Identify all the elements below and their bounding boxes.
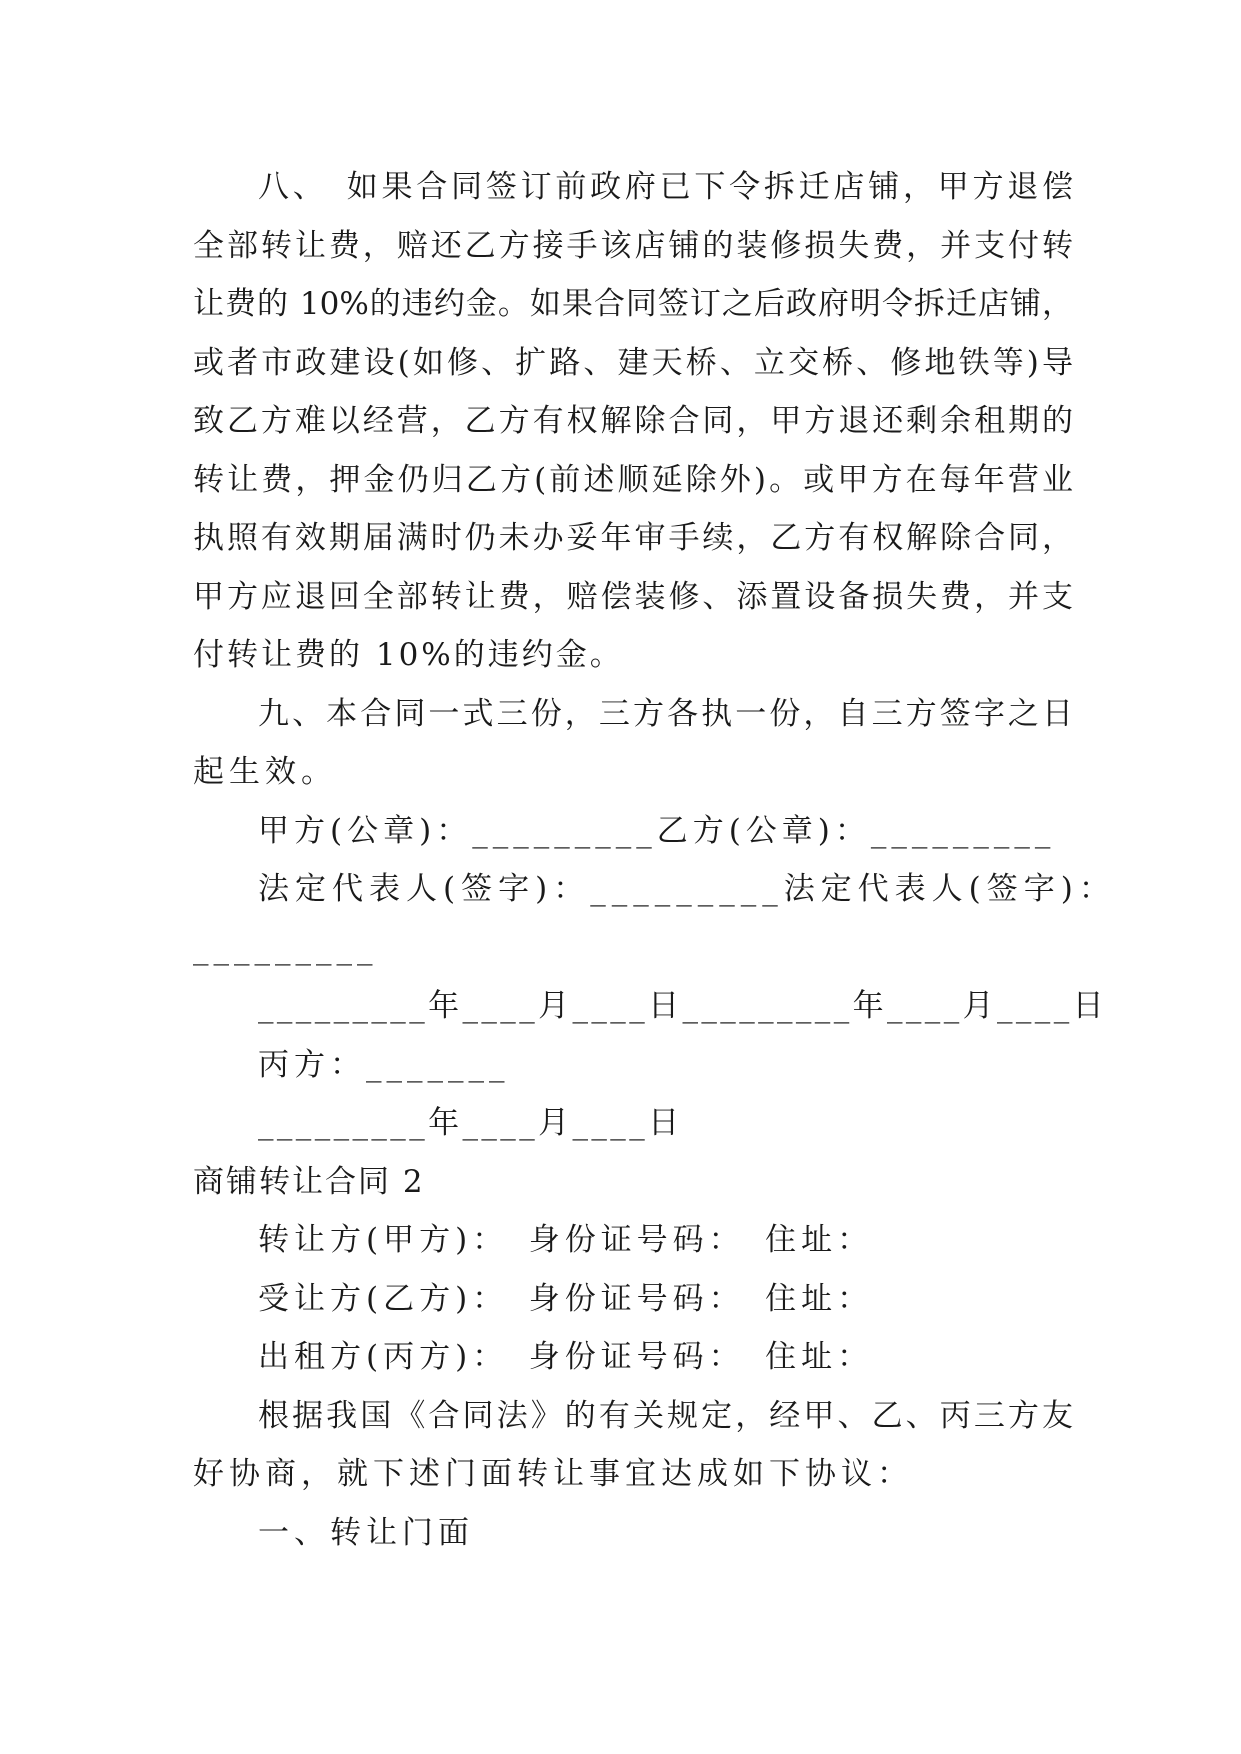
clause-8-line-9: 付转让费的 10%的违约金。 [193, 637, 624, 673]
clause-8-line-8: 甲方应退回全部转让费，赔偿装修、添置设备损失费，并支 [193, 578, 1073, 615]
clause-8-line-4: 或者市政建设(如修、扩路、建天桥、立交桥、修地铁等)导 [193, 344, 1073, 381]
section-1-heading: 一、转让门面 [258, 1514, 474, 1551]
legal-rep-continuation: _________ [193, 929, 378, 966]
party-ab-seal-line: 甲方(公章)：_________乙方(公章)：_________ [258, 812, 1056, 849]
preamble-line-2: 好协商，就下述门面转让事宜达成如下协议： [193, 1456, 913, 1492]
clause-8-line-5: 致乙方难以经营，乙方有权解除合同，甲方退还剩余租期的 [193, 403, 1073, 439]
clause-8-line-2: 全部转让费，赔还乙方接手该店铺的装修损失费，并支付转 [193, 227, 1073, 264]
lessor-line: 出租方(丙方)： 身份证号码： 住址： [258, 1339, 874, 1375]
preamble-line-1: 根据我国《合同法》的有关规定，经甲、乙、丙三方友 [258, 1397, 1073, 1434]
transferor-line: 转让方(甲方)： 身份证号码： 住址： [258, 1222, 874, 1258]
legal-rep-line: 法定代表人(签字)：_________法定代表人(签字)： [258, 871, 1116, 907]
clause-8-line-7: 执照有效期届满时仍未办妥年审手续，乙方有权解除合同， [193, 520, 1073, 556]
party-c-line: 丙方：_______ [258, 1046, 510, 1083]
clause-9-line-2: 起生效。 [193, 754, 337, 790]
clause-9-line-1: 九、本合同一式三份，三方各执一份，自三方签字之日 [258, 695, 1073, 732]
contract-2-title: 商铺转让合同 2 [193, 1163, 425, 1200]
date-c-line: _________年____月____日 [258, 1105, 683, 1141]
document-page [193, 158, 1116, 1562]
clause-8-line-1: 八、 如果合同签订前政府已下令拆迁店铺，甲方退偿 [258, 169, 1073, 205]
clause-8-line-3: 让费的 10%的违约金。如果合同签订之后政府明令拆迁店铺， [193, 286, 1073, 322]
date-ab-line: _________年____月____日_________年____月____日 [258, 988, 1107, 1024]
clause-8-line-6: 转让费，押金仍归乙方(前述顺延除外)。或甲方在每年营业 [193, 461, 1073, 498]
transferee-line: 受让方(乙方)： 身份证号码： 住址： [258, 1280, 874, 1317]
